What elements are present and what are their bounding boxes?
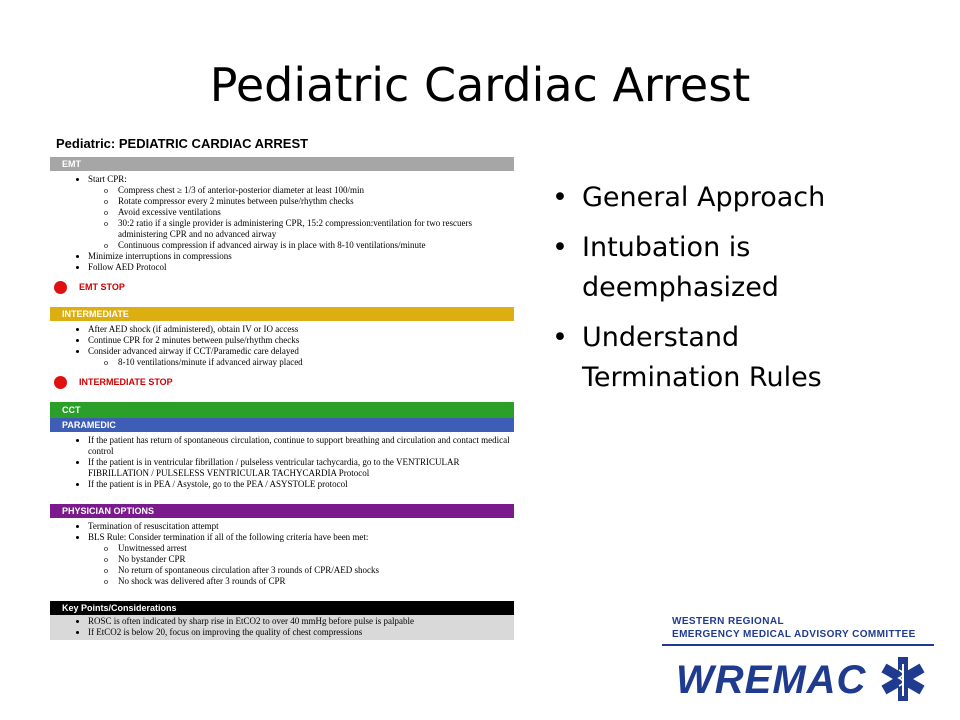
section-header-paramedic: PARAMEDIC (50, 418, 514, 432)
key-points-list (50, 615, 514, 640)
bullet-item: • Intubation is deemphasized (552, 228, 882, 308)
bullet-item: • Understand Termination Rules (552, 318, 882, 398)
physician-sublist (88, 543, 514, 587)
list-item: o Rotate compressor every 2 minutes between pulse/rhythm checks (118, 196, 514, 207)
list-item: • If EtCO2 is below 20, focus on improving the quality of chest compressions (88, 627, 514, 638)
stop-sign-icon (54, 376, 67, 389)
section-header-physician-options: PHYSICIAN OPTIONS (50, 504, 514, 518)
section-header-cct: CCT (50, 402, 514, 418)
emt-sublist (88, 185, 514, 251)
intermediate-list (50, 321, 514, 372)
list-item-text: Consider advanced airway if CCT/Paramedic care delayed (88, 346, 299, 356)
list-item-text: Start CPR: (88, 174, 127, 184)
physician-list (50, 518, 514, 591)
logo-line-1: WESTERN REGIONAL (672, 616, 784, 627)
list-item: o Compress chest ≥ 1/3 of anterior-posterior diameter at least 100/min (118, 185, 514, 196)
intermediate-stop-marker (50, 372, 514, 392)
section-header-emt: EMT (50, 157, 514, 171)
list-item: o Unwitnessed arrest (118, 543, 514, 554)
bullet-item: • General Approach (552, 178, 882, 218)
list-item: • If the patient is in ventricular fibrillation / pulseless ventricular tachycardia, go to the VENTRICULAR FIBRILLATION / PULSELESS VENTRICULAR TACHYCARDIA Protocol (88, 457, 514, 479)
list-item (88, 174, 514, 251)
section-header-intermediate: INTERMEDIATE (50, 307, 514, 321)
list-item (88, 346, 514, 368)
list-item (88, 532, 514, 587)
list-item: • Termination of resuscitation attempt (88, 521, 514, 532)
list-item: o No return of spontaneous circulation after 3 rounds of CPR/AED shocks (118, 565, 514, 576)
protocol-document (50, 133, 514, 640)
star-of-life-icon (880, 654, 926, 704)
document-title: Pediatric: PEDIATRIC CARDIAC ARREST (56, 136, 309, 151)
logo-line-2: EMERGENCY MEDICAL ADVISORY COMMITTEE (672, 629, 916, 640)
list-item: • After AED shock (if administered), obtain IV or IO access (88, 324, 514, 335)
list-item: • If the patient has return of spontaneous circulation, continue to support breathing and circulation and contact medical control (88, 435, 514, 457)
list-item: • Follow AED Protocol (88, 262, 514, 273)
list-item: o Continuous compression if advanced airway is in place with 8-10 ventilations/minute (118, 240, 514, 251)
emt-list (50, 171, 514, 277)
list-item: • If the patient is in PEA / Asystole, go to the PEA / ASYSTOLE protocol (88, 479, 514, 490)
logo-wordmark: WREMAC (676, 658, 867, 702)
logo-divider (662, 644, 934, 646)
stop-label: INTERMEDIATE STOP (79, 376, 173, 387)
list-item: o 30:2 ratio if a single provider is administering CPR, 15:2 compression:ventilation for two rescuers administering CPR and no advanced airway (118, 218, 514, 240)
list-item: • Minimize interruptions in compressions (88, 251, 514, 262)
paramedic-list (50, 432, 514, 494)
bullet-list (552, 178, 882, 408)
stop-label: EMT STOP (79, 281, 125, 292)
section-header-key-points: Key Points/Considerations (50, 601, 514, 615)
list-item: • ROSC is often indicated by sharp rise in EtCO2 to over 40 mmHg before pulse is palpable (88, 616, 514, 627)
list-item-text: BLS Rule: Consider termination if all of the following criteria have been met: (88, 532, 369, 542)
wremac-logo (662, 612, 937, 712)
emt-stop-marker (50, 277, 514, 297)
list-item: o No bystander CPR (118, 554, 514, 565)
slide-title: Pediatric Cardiac Arrest (209, 58, 751, 112)
intermediate-sublist (88, 357, 514, 368)
stop-sign-icon (54, 281, 67, 294)
list-item: o Avoid excessive ventilations (118, 207, 514, 218)
list-item: • Continue CPR for 2 minutes between pulse/rhythm checks (88, 335, 514, 346)
list-item: o No shock was delivered after 3 rounds of CPR (118, 576, 514, 587)
list-item: o 8-10 ventilations/minute if advanced airway placed (118, 357, 514, 368)
